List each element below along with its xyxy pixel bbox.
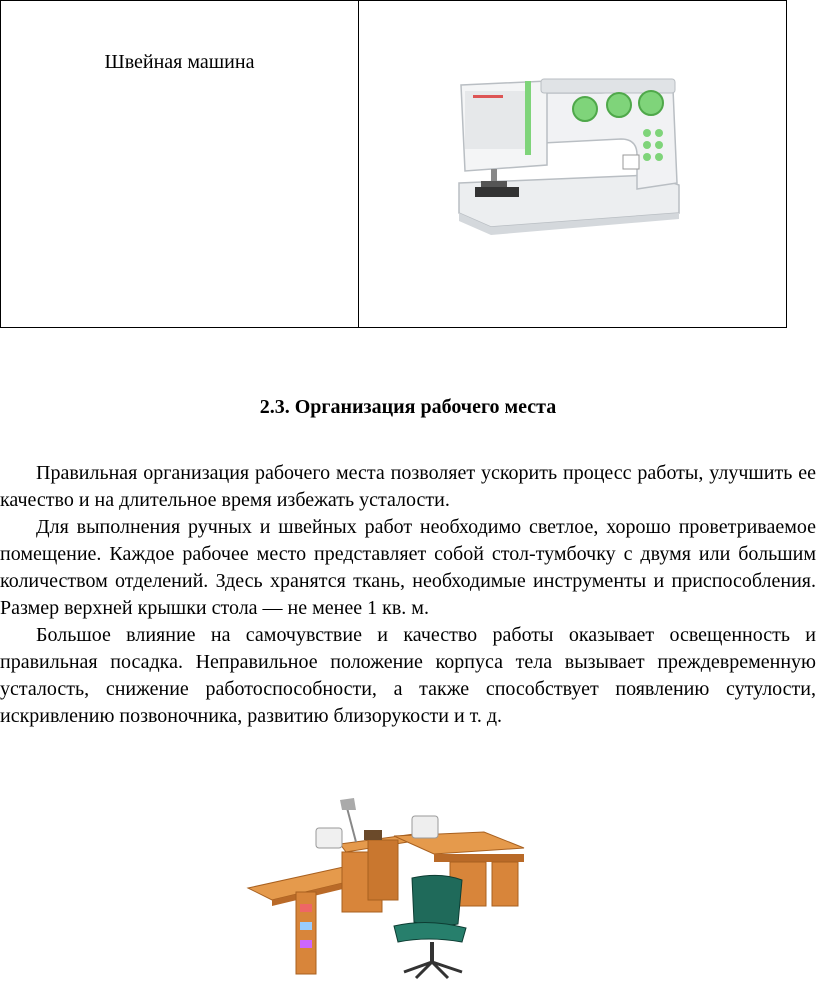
workplace-furniture-image (244, 796, 526, 982)
paragraph: Для выполнения ручных и швейных работ необходимо светлое, хорошо проветриваемое помещение. Каждое рабочее место представляет собой стол-тумбочку с двумя или большим количеством отделений. Здесь хранятся ткань, необходимые инструменты и приспособления. Размер верхней крышки стола — не менее 1 кв. м. (0, 516, 816, 619)
paragraph: Большое влияние на самочувствие и качество работы оказывает освещенность и правильная посадка. Неправильное положение корпуса тела вызывает преждевременную усталость, снижение работоспособности, а также способствует появлению сутулости, искривлению позвоночника, развитию близорукости и т. д. (0, 624, 816, 727)
table-cell-label: Швейная машина (104, 51, 255, 73)
info-table (0, 0, 787, 328)
body-text (0, 460, 816, 730)
section-heading: 2.3. Организация рабочего места (259, 396, 557, 418)
table-divider (358, 1, 359, 327)
sewing-machine-image (451, 63, 691, 243)
paragraph: Правильная организация рабочего места позволяет ускорить процесс работы, улучшить ее качество и на длительное время избежать усталости. (0, 462, 816, 511)
